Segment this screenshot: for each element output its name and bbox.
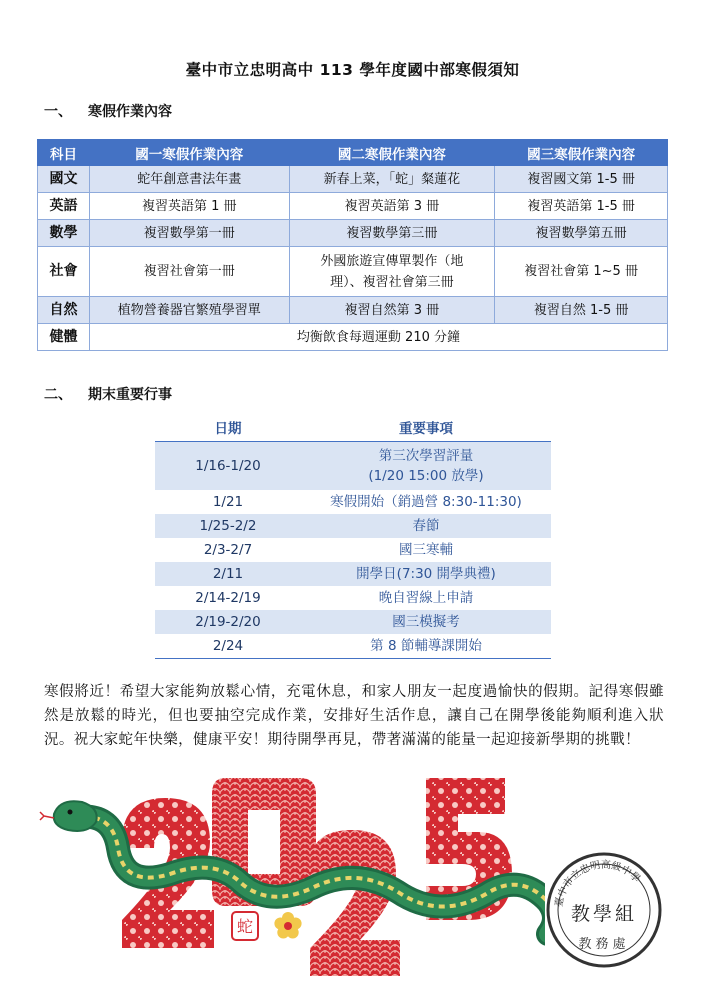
date-cell: 1/16-1/20 — [155, 441, 301, 490]
event-cell: 國三模擬考 — [301, 610, 551, 634]
table-row — [155, 562, 551, 586]
subject-cell: 社會 — [38, 247, 90, 297]
grade9-cell: 複習數學第五冊 — [495, 220, 668, 247]
event-cell: 開學日(7:30 開學典禮) — [301, 562, 551, 586]
grade8-cell: 複習數學第三冊 — [289, 220, 495, 247]
table-row — [155, 586, 551, 610]
grade9-cell: 複習英語第 1-5 冊 — [495, 193, 668, 220]
table-row — [38, 324, 668, 351]
event-cell — [301, 441, 551, 490]
column-header-subject: 科目 — [38, 140, 90, 166]
table-row — [38, 297, 668, 324]
table-header-row — [38, 140, 668, 166]
grade9-cell: 複習社會第 1~5 冊 — [495, 247, 668, 297]
section-title: 寒假作業內容 — [88, 104, 172, 120]
grade7-cell: 蛇年創意書法年畫 — [89, 166, 289, 193]
table-row — [155, 514, 551, 538]
stamp-center-text: 教學組 — [570, 903, 638, 925]
table-row — [155, 538, 551, 562]
schedule-table — [155, 414, 551, 659]
event-cell: 第 8 節輔導課開始 — [301, 634, 551, 658]
grade8-cell — [289, 247, 495, 297]
grade7-cell: 複習社會第一冊 — [89, 247, 289, 297]
event-cell: 寒假開始（銷過營 8:30-11:30) — [330, 494, 522, 510]
stamp-bottom-text: 教務處 — [578, 937, 630, 952]
section-number: 一、 — [44, 104, 72, 120]
snake-seal-text: 蛇 — [236, 917, 254, 936]
date-cell: 2/11 — [155, 562, 301, 586]
event-line: (1/20 15:00 放學) — [368, 467, 484, 484]
date-cell: 2/14-2/19 — [195, 590, 261, 606]
subject-cell: 國文 — [38, 166, 90, 193]
table-row — [155, 634, 551, 658]
date-cell: 2/19-2/20 — [155, 610, 301, 634]
event-line: 第三次學習評量 — [378, 447, 474, 464]
column-header-event: 重要事項 — [301, 414, 551, 441]
grade8-cell: 新春上菜，「蛇」粲蓮花 — [289, 166, 495, 193]
grade7-cell: 複習數學第一冊 — [89, 220, 289, 247]
page-title: 臺中市立忠明高中 113 學年度國中部寒假須知 — [185, 61, 520, 79]
section-title: 期末重要行事 — [88, 387, 172, 403]
event-cell: 晚自習線上申請 — [378, 590, 474, 606]
table-row — [38, 247, 668, 297]
section-homework-heading — [44, 101, 172, 121]
section-number: 二、 — [44, 387, 72, 403]
table-row — [38, 220, 668, 247]
section-schedule-heading — [44, 384, 172, 404]
grade9-cell: 複習國文第 1-5 冊 — [495, 166, 668, 193]
digit-2-middle — [310, 830, 400, 976]
table-row — [155, 441, 551, 490]
subject-cell: 英語 — [38, 193, 90, 220]
year-label: 2025 — [0, 770, 3, 771]
table-row — [38, 166, 668, 193]
grade8-cell: 複習英語第 3 冊 — [289, 193, 495, 220]
merged-cell: 均衡飲食每週運動 210 分鐘 — [89, 324, 667, 351]
grade9-cell: 複習自然 1-5 冊 — [495, 297, 668, 324]
subject-cell: 數學 — [38, 220, 90, 247]
grade8-cell-line: 外國旅遊宣傳單製作（地 — [320, 253, 464, 269]
date-cell: 2/3-2/7 — [203, 542, 253, 558]
date-cell: 1/21 — [212, 494, 244, 510]
snake-2025-illustration — [0, 770, 705, 997]
table-row — [38, 193, 668, 220]
grade8-cell-line: 理）、複習社會第三冊 — [330, 274, 454, 290]
date-cell: 2/24 — [155, 634, 301, 658]
event-cell: 春節 — [301, 514, 551, 538]
grade8-cell: 複習自然第 3 冊 — [289, 297, 495, 324]
table-row — [155, 490, 551, 514]
column-header-grade8: 國二寒假作業內容 — [289, 140, 495, 166]
event-cell: 國三寒輔 — [399, 542, 453, 558]
closing-message: 寒假將近！希望大家能夠放鬆心情，充電休息，和家人朋友一起度過愉快的假期。記得寒假雖然是放鬆的時光，但也要抽空完成作業，安排好生活作息，讓自己在開學後能夠順利進入狀況。祝大家蛇年快樂，健康平安！期待開學再見，帶著滿滿的能量一起迎接新學期的挑戰！ — [44, 684, 664, 748]
office-stamp — [545, 854, 667, 974]
date-cell: 1/25-2/2 — [155, 514, 301, 538]
subject-cell: 健體 — [38, 324, 90, 351]
subject-cell: 自然 — [38, 297, 90, 324]
grade7-cell: 植物營養器官繁殖學習單 — [89, 297, 289, 324]
column-header-grade9: 國三寒假作業內容 — [495, 140, 668, 166]
grade7-cell: 複習英語第 1 冊 — [89, 193, 289, 220]
plum-blossom-icon — [274, 912, 301, 939]
stamp-ring-path-text: 臺中市立忠明高級中學 — [553, 859, 642, 908]
column-header-date: 日期 — [155, 414, 301, 441]
column-header-grade7: 國一寒假作業內容 — [89, 140, 289, 166]
homework-table — [37, 139, 668, 351]
table-header-row — [155, 414, 551, 441]
table-row — [155, 610, 551, 634]
